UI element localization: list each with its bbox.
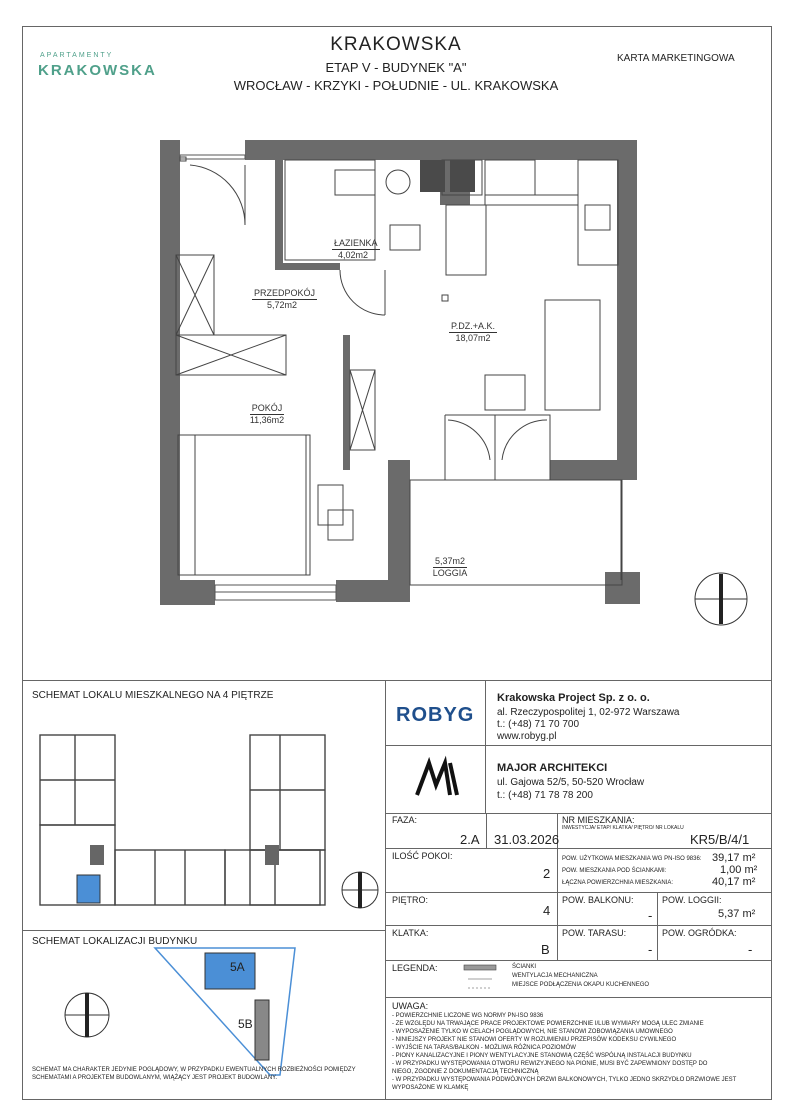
floor-label: PIĘTRO:	[392, 895, 429, 905]
legend-label: LEGENDA:	[392, 963, 438, 973]
notes-list	[392, 1012, 762, 1092]
legend-item: MIEJSCE PODŁĄCZENIA OKAPU KUCHENNEGO	[512, 982, 650, 988]
divider	[385, 848, 772, 849]
room-name: POKÓJ	[251, 403, 283, 413]
room-area: LOGGIA	[432, 568, 468, 578]
robyg-logo: ROBYG	[396, 704, 475, 726]
brand-logo: KRAKOWSKA	[38, 62, 157, 79]
balcony-value: -	[648, 908, 653, 923]
room-living-kitchen	[448, 321, 498, 344]
room-bathroom	[332, 238, 378, 261]
note-item: - POWIERZCHNIE LICZONE WG NORMY PN-ISO 9836	[392, 1013, 544, 1019]
divider	[22, 680, 772, 681]
north-arrow-icon	[692, 570, 750, 628]
north-arrow-icon	[62, 990, 112, 1040]
card-type: KARTA MARKETINGOWA	[617, 53, 735, 64]
under-area-label: POW. MIESZKANIA POD ŚCIANKAMI:	[562, 868, 667, 874]
faza-value: 2.A	[460, 832, 480, 847]
building-5b-label: 5B	[238, 1017, 253, 1031]
usable-area-value: 39,17 m²	[712, 852, 756, 864]
date-value: 31.03.2026	[494, 832, 560, 847]
legend-symbols	[462, 964, 502, 994]
room-hallway	[252, 288, 316, 311]
divider	[385, 960, 772, 961]
architect-address: ul. Gajowa 52/5, 50-520 Wrocław	[497, 777, 645, 788]
terrace-value: -	[648, 942, 653, 957]
room-name: 5,37m2	[434, 556, 466, 566]
page-subtitle-1: ETAP V - BUDYNEK "A"	[325, 60, 467, 75]
note-item: - W PRZYPADKU WYSTĘPOWANIA OTWORU REWIZYJNEGO NA PIONIE, MUSI BYĆ ZAPEWNIONY DOSTĘP DO	[392, 1061, 708, 1067]
usable-area-label: POW. UŻYTKOWA MIESZKANIA WG PN-ISO 9836:	[562, 856, 702, 862]
nr-value: KR5/B/4/1	[690, 832, 750, 847]
schema-title: SCHEMAT LOKALU MIESZKALNEGO NA 4 PIĘTRZE	[32, 690, 274, 701]
note-item: - WYPOSAŻENIE TYLKO W CELACH POGLĄDOWYCH, NIE STANOWI ZOBOWIĄZANIA UMOWNEGO	[392, 1029, 673, 1035]
notes-label: UWAGA:	[392, 1001, 429, 1011]
divider	[657, 892, 658, 960]
divider	[385, 680, 386, 1100]
brand-logo-top: APARTAMENTY	[40, 52, 114, 59]
divider	[485, 680, 486, 813]
divider	[22, 930, 386, 931]
garden-value: -	[748, 942, 753, 957]
note-item: - PIONY KANALIZACYJNE I PIONY WENTYLACYJNE STANOWIĄ CZĘŚĆ WSPÓLNĄ INSTALACJI BUDYNKU	[392, 1053, 692, 1059]
location-title: SCHEMAT LOKALIZACJI BUDYNKU	[32, 936, 198, 947]
room-name: P.DZ.+A.K.	[450, 321, 496, 331]
nr-label: NR MIESZKANIA:	[562, 815, 635, 825]
developer-name: Krakowska Project Sp. z o. o.	[497, 692, 650, 704]
developer-web: www.robyg.pl	[497, 731, 557, 742]
balcony-label: POW. BALKONU:	[562, 895, 634, 905]
note-item: - WYJŚCIE NA TARAS/BALKON - MOŻLIWA RÓŻNICA POZIOMÓW	[392, 1045, 576, 1051]
stair-label: KLATKA:	[392, 928, 429, 938]
garden-label: POW. OGRÓDKA:	[662, 928, 737, 938]
walls	[160, 140, 640, 605]
room-loggia	[430, 556, 470, 579]
location-schema	[150, 945, 300, 1080]
floor-value: 4	[543, 903, 551, 918]
divider	[385, 997, 772, 998]
divider	[385, 925, 772, 926]
room-bedroom	[247, 403, 287, 426]
note-item: - ZE WZGLĘDU NA TRWAJĄCE PRACE PROJEKTOWE POWIERZCHNIE I/LUB WYMIARY MOGĄ ULEC ZMIANIE	[392, 1021, 704, 1027]
nr-sublabel: INWESTYCJA/ ETAP/ KLATKA/ PIĘTRO/ NR LOKALU	[562, 825, 684, 831]
terrace-label: POW. TARASU:	[562, 928, 627, 938]
room-area: 11,36m2	[249, 415, 285, 425]
north-arrow-icon	[340, 870, 380, 910]
page-subtitle-2: WROCŁAW - KRZYKI - POŁUDNIE - UL. KRAKOWSKA	[233, 78, 559, 93]
page-title: KRAKOWSKA	[330, 34, 462, 55]
architect-phone: t.: (+48) 71 78 78 200	[497, 790, 593, 801]
divider	[486, 813, 487, 848]
note-item: - NINIEJSZY PROJEKT NIE STANOWI OFERTY W ROZUMIENIU PRZEPISÓW KODEKSU CYWILNEGO	[392, 1037, 677, 1043]
rooms-label: ILOŚĆ POKOI:	[392, 851, 453, 861]
total-area-value: 40,17 m²	[712, 876, 756, 888]
rooms-value: 2	[543, 866, 551, 881]
room-name: ŁAZIENKA	[334, 238, 378, 248]
legend-item: ŚCIANKI	[512, 964, 537, 970]
major-architekci-logo-icon	[412, 755, 462, 800]
divider	[385, 813, 772, 814]
legend-item: WENTYLACJA MECHANICZNA	[512, 973, 598, 979]
divider	[385, 745, 772, 746]
architect-name: MAJOR ARCHITEKCI	[497, 762, 608, 774]
divider	[385, 892, 772, 893]
developer-address: al. Rzeczypospolitej 1, 02-972 Warszawa	[497, 707, 680, 718]
room-area: 4,02m2	[337, 250, 369, 260]
note-item: - W PRZYPADKU WYSTĘPOWANIA PODWÓJNYCH DRZWI BALKONOWYCH, TYLKO JEDNO SKRZYDŁO DRZWIOWE JEST	[392, 1077, 737, 1083]
building-schema	[35, 730, 380, 910]
room-area: 5,72m2	[266, 300, 298, 310]
disclaimer: SCHEMAT MA CHARAKTER JEDYNIE POGLĄDOWY, W PRZYPADKU EWENTUALNYCH ROZBIEŻNOŚCI POMIĘDZY SCHEMATAMI A PROJEKTEM BUDOWLANYM, WIĄŻĄCY JEST PROJEKT BUDOWLANY.	[32, 1067, 356, 1081]
under-area-value: 1,00 m²	[720, 864, 758, 876]
room-name: PRZEDPOKÓJ	[254, 288, 316, 298]
stair-value: B	[541, 942, 550, 957]
total-area-label: ŁĄCZNA POWIERZCHNIA MIESZKANIA:	[562, 880, 674, 886]
developer-phone: t.: (+48) 71 70 700	[497, 719, 580, 730]
building-5a-label: 5A	[230, 960, 245, 974]
note-item: WYPOSAŻONE W KLAMKĘ	[392, 1085, 469, 1091]
floor-plan	[150, 135, 650, 605]
note-item: NIEGO, ZGODNIE Z DOKUMENTACJĄ TECHNICZNĄ	[392, 1069, 539, 1075]
loggia-value: 5,37 m²	[718, 908, 756, 920]
loggia-label: POW. LOGGII:	[662, 895, 722, 905]
room-area: 18,07m2	[455, 333, 491, 343]
faza-label: FAZA:	[392, 815, 418, 825]
